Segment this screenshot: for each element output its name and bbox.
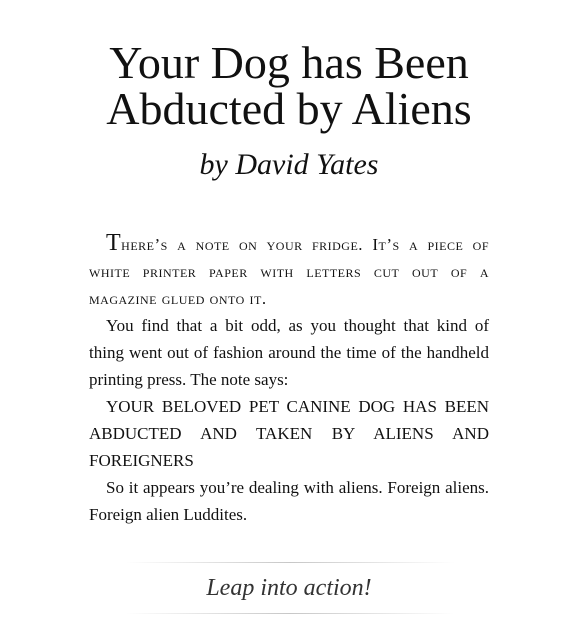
story-title-line-1: Your Dog has Been — [109, 37, 469, 88]
passage-text — [89, 230, 489, 528]
story-byline: by David Yates — [199, 148, 379, 181]
passage-paragraph: You find that a bit odd, as you thought that kind of thing went out of fashion around the time of the handheld printing press. The note says: — [89, 316, 489, 389]
choice-link-leap-into-action[interactable]: Leap into action! — [206, 575, 372, 601]
passage-paragraph: So it appears you’re dealing with aliens. Foreign aliens. Foreign alien Luddites. — [89, 478, 489, 524]
choice-divider-bottom — [125, 613, 455, 614]
story-title — [0, 37, 578, 134]
passage-paragraph — [89, 230, 489, 312]
drop-cap: T — [106, 230, 122, 256]
choice-divider-top — [125, 562, 455, 563]
paragraph-text: here’s a note on your fridge. It’s a piece of white printer paper with letters cut out of a magazine glued onto it. — [89, 235, 489, 308]
passage-paragraph: YOUR BELOVED PET CANINE DOG HAS BEEN ABDUCTED AND TAKEN BY ALIENS AND FOREIGNERS — [89, 397, 489, 470]
story-title-line-2: Abducted by Aliens — [106, 83, 472, 134]
